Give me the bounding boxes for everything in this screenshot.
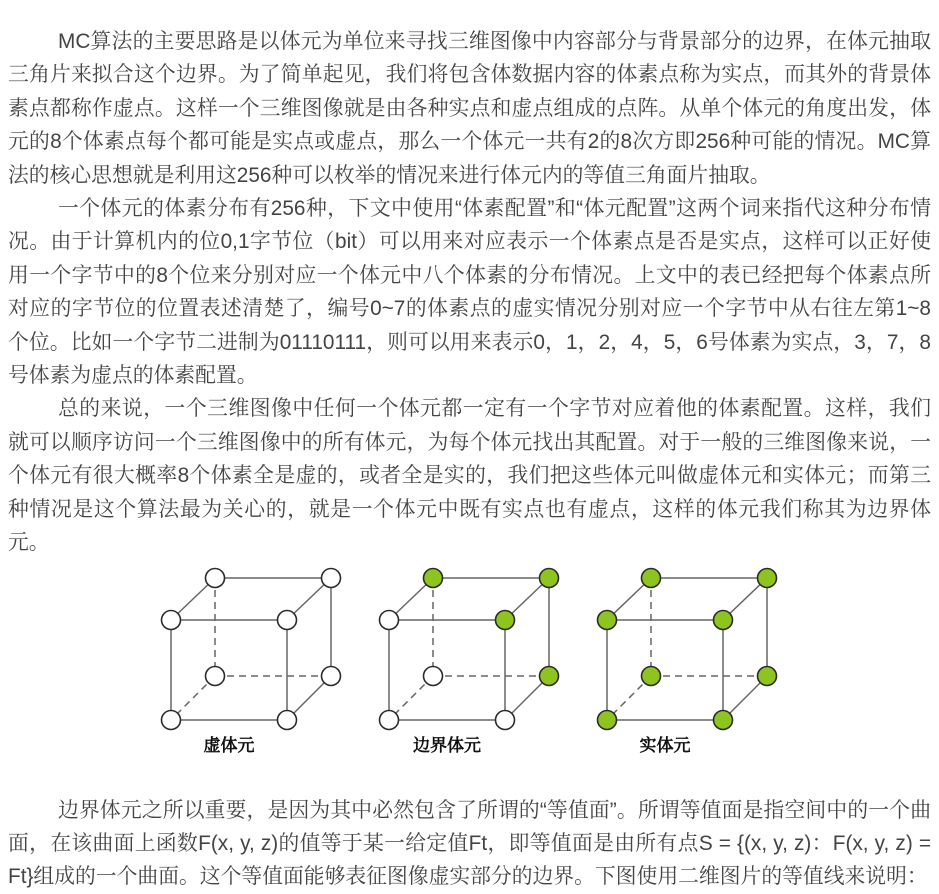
- vertex-front-bottom-right: [495, 710, 514, 729]
- vertex-back-bottom-right: [539, 666, 558, 685]
- cube-edges: [171, 578, 331, 720]
- vertex-front-bottom-right: [713, 710, 732, 729]
- vertex-back-bottom-left: [641, 666, 660, 685]
- vertex-back-top-left: [205, 568, 224, 587]
- vertex-back-bottom-left: [423, 666, 442, 685]
- vertex-front-top-left: [379, 610, 398, 629]
- vertex-front-bottom-right: [277, 710, 296, 729]
- cube-vertices: [379, 568, 558, 729]
- vertex-front-top-right: [277, 610, 296, 629]
- cube-label-empty: 虚体元: [203, 735, 254, 755]
- vertex-back-top-left: [641, 568, 660, 587]
- voxel-type-figure: [8, 560, 931, 760]
- boundary-voxel-cube: [375, 560, 565, 760]
- vertex-back-bottom-right: [757, 666, 776, 685]
- cube-edges: [389, 578, 549, 720]
- cube-label-solid: 实体元: [639, 735, 690, 755]
- solid-voxel-cube: [593, 560, 783, 760]
- cube-label-boundary: 边界体元: [412, 735, 481, 755]
- vertex-back-top-right: [539, 568, 558, 587]
- cube-vertices: [161, 568, 340, 729]
- vertex-back-top-right: [321, 568, 340, 587]
- cube-vertices: [597, 568, 776, 729]
- paragraph-voxel-configuration: 一个体元的体素分布有256种，下文中使用“体素配置”和“体元配置”这两个词来指代这种分布情况。由于计算机内的位0,1字节位（bit）可以用来对应表示一个体素点是否是实点，这样可以正好使用一个字节中的8个位来分别对应一个体元中八个体素的分布情况。上文中的表已经把每个体素点所对应的字节位的位置表述清楚了，编号0~7的体素点的虚实情况分别对应一个字节中从右往左第1~8个位。比如一个字节二进制为01110111，则可以用来表示0，1，2，4，5，6号体素为实点，3，7，8号体素为虚点的体素配置。: [8, 197, 931, 388]
- vertex-front-top-right: [713, 610, 732, 629]
- vertex-front-top-left: [597, 610, 616, 629]
- vertex-front-bottom-left: [161, 710, 180, 729]
- vertex-front-bottom-left: [379, 710, 398, 729]
- vertex-back-top-left: [423, 568, 442, 587]
- paragraph-mc-overview: MC算法的主要思路是以体元为单位来寻找三维图像中内容部分与背景部分的边界，在体元抽取三角片来拟合这个边界。为了简单起见，我们将包含体数据内容的体素点称为实点，而其外的背景体素点都称作虚点。这样一个三维图像就是由各种实点和虚点组成的点阵。从单个体元的角度出发，体元的8个体素点每个都可能是实点或虚点，那么一个体元一共有2的8次方即256种可能的情况。MC算法的核心思想就是利用这256种可以枚举的情况来进行体元内的等值三角面片抽取。: [8, 30, 931, 187]
- paragraph-isosurface-intro: 边界体元之所以重要，是因为其中必然包含了所谓的“等值面”。所谓等值面是指空间中的一个曲面，在该曲面上函数F(x, y, z)的值等于某一给定值Ft，即等值面是由所有点S = {(x, y, z)：F(x, y, z) = Ft}组成的一个曲面。这个等值面能够表征图像虚实部分的边界。下图使用二维图片的等值线来说明：: [8, 798, 931, 889]
- vertex-back-bottom-right: [321, 666, 340, 685]
- vertex-front-top-left: [161, 610, 180, 629]
- vertex-back-top-right: [757, 568, 776, 587]
- paragraph-voxel-classification: 总的来说，一个三维图像中任何一个体元都一定有一个字节对应着他的体素配置。这样，我们就可以顺序访问一个三维图像中的所有体元，为每个体元找出其配置。对于一般的三维图像来说，一个体元有很大概率8个体素全是虚的，或者全是实的，我们把这些体元叫做虚体元和实体元；而第三种情况是这个算法最为关心的，就是一个体元中既有实点也有虚点，这样的体元我们称其为边界体元。: [8, 397, 931, 555]
- cube-edges: [607, 578, 767, 720]
- vertex-front-bottom-left: [597, 710, 616, 729]
- vertex-front-top-right: [495, 610, 514, 629]
- empty-voxel-cube: [157, 560, 347, 760]
- vertex-back-bottom-left: [205, 666, 224, 685]
